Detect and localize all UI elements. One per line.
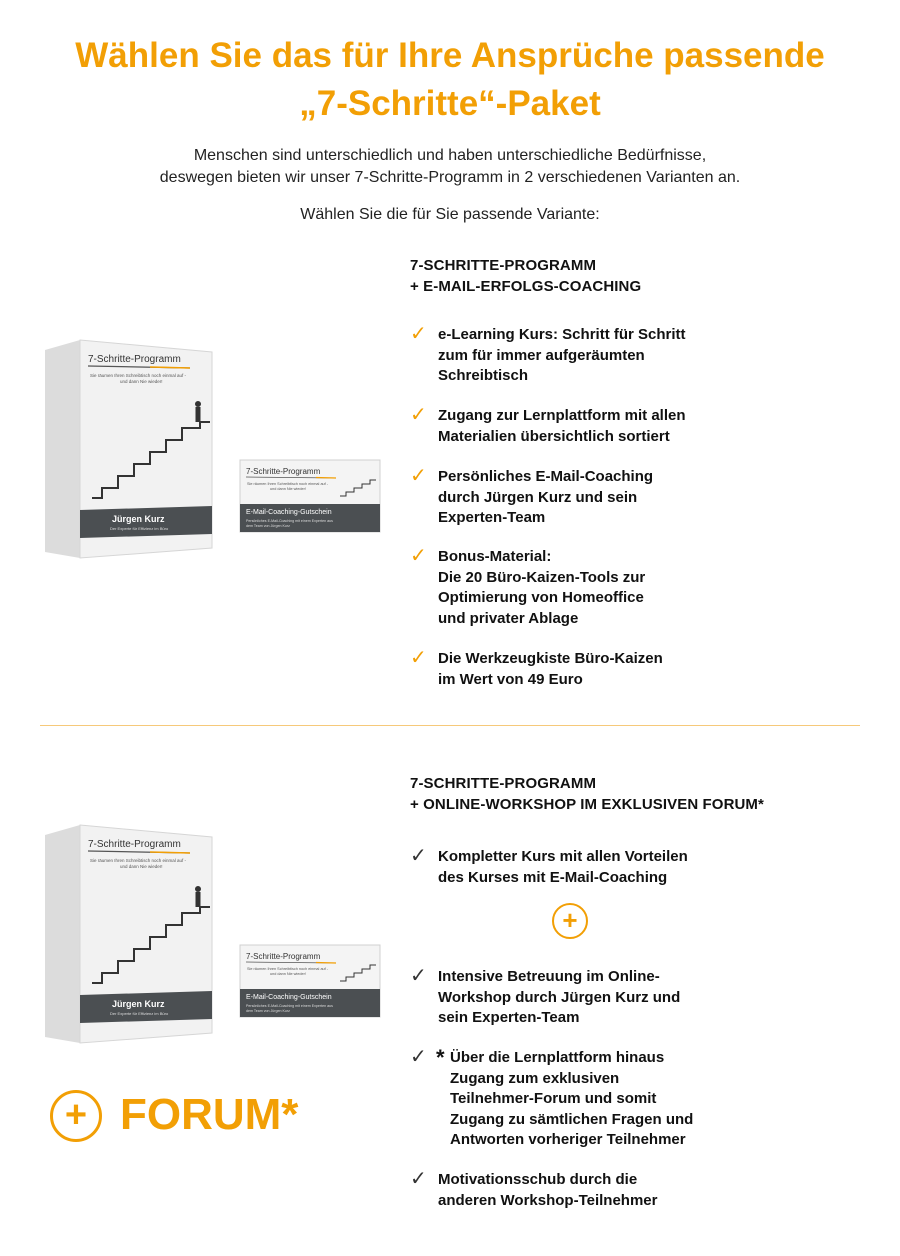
checkmark-icon: ✓ — [410, 465, 427, 487]
package-2-title — [410, 773, 764, 815]
box-subtitle: Sie räumen Ihren Schreibtisch noch einmal auf - — [90, 373, 187, 378]
package-1-title-line-1: 7-SCHRITTE-PROGRAMM — [410, 257, 597, 274]
feature-line: Schreibtisch — [438, 367, 529, 384]
checkmark-icon: ✓ — [410, 1046, 427, 1068]
feature-line: durch Jürgen Kurz und sein — [438, 488, 638, 506]
box-author: Jürgen Kurz — [112, 514, 165, 524]
feature-line: Die Werkzeugkiste Büro-Kaizen — [438, 650, 663, 667]
package-1-feature-5 — [410, 649, 830, 690]
intro-text — [0, 145, 900, 189]
checkmark-icon: ✓ — [410, 404, 427, 426]
feature-line: Kompletter Kurs mit allen Vorteilen — [438, 848, 688, 865]
intro-line-1: Menschen sind unterschiedlich und haben unterschiedliche Bedürfnisse, — [193, 147, 707, 164]
choose-variant-text: Wählen Sie die für Sie passende Variante: — [300, 206, 600, 223]
feature-line: zum für immer aufgeräumten — [438, 346, 645, 364]
box-author-sub: Der Experte für Effizienz im Büro — [110, 526, 169, 531]
package-1-feature-1 — [410, 325, 830, 387]
plus-circle-icon: + — [552, 903, 588, 939]
feature-line: Zugang zum exklusiven — [450, 1069, 620, 1087]
feature-line: Zugang zu sämtlichen Fragen und — [450, 1110, 694, 1128]
package-2-feature-1 — [410, 847, 830, 888]
plus-circle-icon: + — [50, 1090, 102, 1142]
feature-line: des Kurses mit E-Mail-Coaching — [438, 868, 668, 886]
feature-line: Motivationsschub durch die — [438, 1171, 638, 1188]
box-side — [45, 825, 80, 1043]
headline-line-1: Wählen Sie das für Ihre Ansprüche passende — [75, 36, 825, 75]
package-2-feature-4 — [410, 1170, 830, 1211]
page-headline — [0, 32, 900, 128]
package-2-title-line-1: 7-SCHRITTE-PROGRAMM — [410, 775, 597, 792]
checkmark-icon: ✓ — [410, 845, 427, 867]
headline-line-2: „7-Schritte“-Paket — [299, 84, 601, 123]
feature-line: Persönliches E-Mail-Coaching — [438, 468, 654, 485]
package-1-title-line-2: + E-MAIL-ERFOLGS-COACHING — [410, 278, 642, 295]
box-side — [45, 340, 80, 558]
box-subtitle: Sie räumen Ihren Schreibtisch noch einmal auf - — [90, 858, 187, 863]
feature-line: Über die Lernplattform hinaus — [450, 1049, 665, 1066]
feature-line: Antworten vorheriger Teilnehmer — [450, 1131, 686, 1148]
card-band-title: E-Mail-Coaching-Gutschein — [246, 994, 332, 1001]
card-subtitle: Sie räumen Ihren Schreibtisch noch einmal auf - — [247, 482, 329, 486]
feature-line: und privater Ablage — [438, 609, 579, 627]
box-title: 7-Schritte-Programm — [88, 839, 181, 850]
card-band-subtitle: Persönliches E-Mail-Coaching mit einem Experten aus — [246, 519, 333, 523]
package-2-title-line-2: + ONLINE-WORKSHOP IM EXKLUSIVEN FORUM* — [410, 796, 764, 813]
feature-line: Zugang zur Lernplattform mit allen — [438, 407, 686, 424]
checkmark-icon: ✓ — [410, 965, 427, 987]
intro-line-2: deswegen bieten wir unser 7-Schritte-Programm in 2 verschiedenen Varianten an. — [159, 169, 741, 186]
feature-line: Workshop durch Jürgen Kurz und — [438, 988, 681, 1006]
box-author: Jürgen Kurz — [112, 999, 165, 1009]
package-1-feature-2 — [410, 406, 830, 447]
asterisk-icon: * — [436, 1045, 445, 1070]
feature-line: im Wert von 49 Euro — [438, 670, 583, 688]
card-accent-rule — [316, 478, 336, 479]
feature-line: Experten-Team — [438, 509, 546, 526]
card-band-title: E-Mail-Coaching-Gutschein — [246, 509, 332, 516]
card-title: 7-Schritte-Programm — [246, 467, 321, 476]
box-accent-rule — [150, 367, 190, 368]
card-subtitle: Sie räumen Ihren Schreibtisch noch einmal auf - — [247, 967, 329, 971]
card-band-subtitle: dem Team von Jürgen Kurz — [246, 524, 290, 528]
feature-line: Optimierung von Homeoffice — [438, 589, 644, 606]
card-title: 7-Schritte-Programm — [246, 952, 321, 961]
card-accent-rule — [316, 963, 336, 964]
checkmark-icon: ✓ — [410, 647, 427, 669]
feature-line: e-Learning Kurs: Schritt für Schritt — [438, 326, 686, 343]
box-accent-rule — [150, 852, 190, 853]
card-subtitle: und dann Nie wieder! — [270, 487, 306, 491]
checkmark-icon: ✓ — [410, 1168, 427, 1190]
person-body — [196, 892, 201, 907]
product-image-package-1 — [40, 330, 400, 570]
person-body — [196, 407, 201, 422]
feature-line: sein Experten-Team — [438, 1009, 580, 1026]
forum-label: FORUM* — [120, 1090, 299, 1139]
section-divider — [40, 725, 860, 726]
product-image-package-2 — [40, 815, 400, 1055]
package-1-feature-4 — [410, 547, 830, 629]
box-subtitle: und dann Nie wieder! — [120, 864, 163, 869]
person-icon — [195, 401, 201, 407]
package-2-feature-3 — [410, 1045, 830, 1151]
feature-line: Teilnehmer-Forum und somit — [450, 1090, 657, 1107]
box-author-sub: Der Experte für Effizienz im Büro — [110, 1011, 169, 1016]
card-band-subtitle: dem Team von Jürgen Kurz — [246, 1009, 290, 1013]
checkmark-icon: ✓ — [410, 323, 427, 345]
package-2-feature-2 — [410, 967, 830, 1029]
feature-line: Materialien übersichtlich sortiert — [438, 427, 670, 445]
package-1-feature-3 — [410, 467, 830, 529]
feature-line: Bonus-Material: — [438, 548, 552, 565]
checkmark-icon: ✓ — [410, 545, 427, 567]
feature-line: anderen Workshop-Teilnehmer — [438, 1191, 658, 1209]
box-title: 7-Schritte-Programm — [88, 354, 181, 365]
feature-line: Intensive Betreuung im Online- — [438, 968, 660, 985]
feature-line: Die 20 Büro-Kaizen-Tools zur — [438, 568, 646, 586]
package-1-title — [410, 255, 641, 297]
box-subtitle: und dann Nie wieder! — [120, 379, 163, 384]
card-band-subtitle: Persönliches E-Mail-Coaching mit einem Experten aus — [246, 1004, 333, 1008]
card-subtitle: und dann Nie wieder! — [270, 972, 306, 976]
person-icon — [195, 886, 201, 892]
